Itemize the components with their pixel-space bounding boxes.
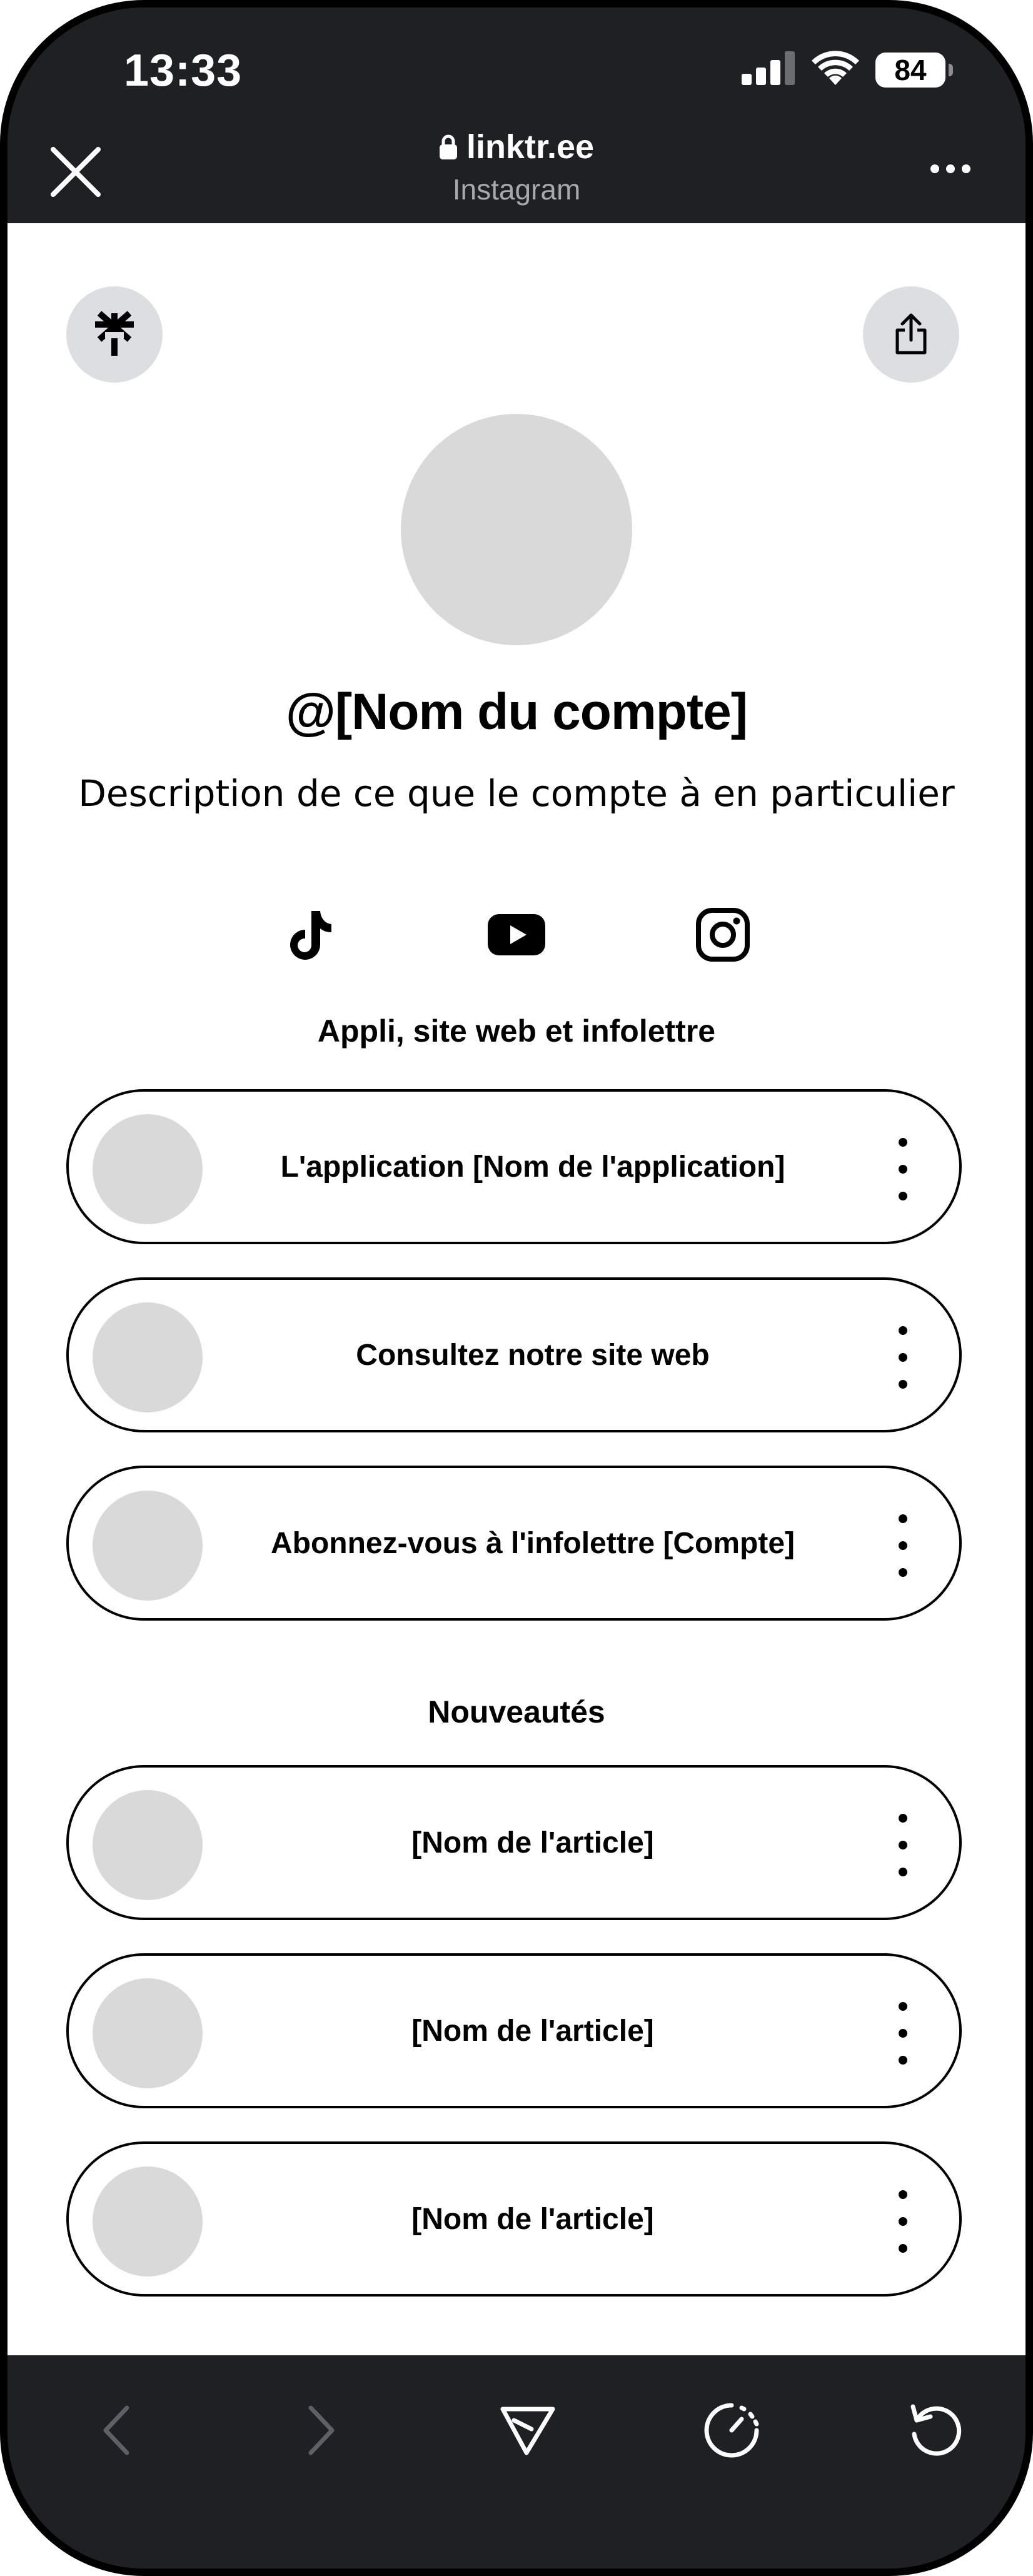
- link-label: L'application [Nom de l'application]: [280, 1150, 785, 1184]
- profile-name: @[Nom du compte]: [285, 683, 748, 740]
- link-options-button[interactable]: [890, 2002, 915, 2065]
- link-label: Abonnez-vous à l'infolettre [Compte]: [270, 1526, 795, 1560]
- close-button[interactable]: [48, 144, 104, 200]
- instagram-icon: [696, 908, 750, 962]
- link-thumbnail: [93, 1491, 203, 1601]
- status-time: 13:33: [124, 46, 243, 96]
- youtube-link[interactable]: [460, 878, 573, 991]
- link-label: [Nom de l'article]: [411, 2014, 654, 2048]
- url-domain: linktr.ee: [466, 128, 595, 166]
- lock-icon: [439, 134, 458, 159]
- close-icon: [49, 146, 102, 198]
- more-options-button[interactable]: [925, 156, 975, 181]
- send-button[interactable]: [490, 2393, 565, 2468]
- linktree-page: [8, 223, 1025, 2355]
- back-button[interactable]: [79, 2393, 154, 2468]
- forward-button[interactable]: [284, 2393, 359, 2468]
- tiktok-icon: [286, 908, 334, 961]
- link-thumbnail: [93, 1302, 203, 1412]
- speed-button[interactable]: [694, 2393, 769, 2468]
- linktree-logo-button[interactable]: [66, 286, 163, 383]
- link-options-button[interactable]: [890, 1326, 915, 1389]
- battery-indicator: 84: [875, 53, 945, 88]
- link-button-article-2[interactable]: [66, 1953, 962, 2108]
- link-label: [Nom de l'article]: [411, 1826, 654, 1859]
- url-display[interactable]: [266, 128, 767, 206]
- gauge-icon: [703, 2402, 760, 2459]
- paper-plane-icon: [499, 2404, 557, 2457]
- chevron-left-icon: [101, 2404, 132, 2457]
- profile-description: Description de ce que le compte à en particulier: [78, 772, 955, 815]
- link-thumbnail: [93, 1978, 203, 2088]
- share-button[interactable]: [863, 286, 959, 383]
- link-button-app[interactable]: [66, 1089, 962, 1244]
- linktree-asterisk-icon: [93, 311, 136, 358]
- link-thumbnail: [93, 1790, 203, 1900]
- wifi-icon: [812, 50, 859, 89]
- chevron-right-icon: [306, 2404, 337, 2457]
- link-button-website[interactable]: [66, 1277, 962, 1432]
- link-button-newsletter[interactable]: [66, 1466, 962, 1621]
- youtube-icon: [488, 914, 545, 955]
- link-options-button[interactable]: [890, 1138, 915, 1200]
- link-options-button[interactable]: [890, 1814, 915, 1876]
- more-horizontal-icon: [930, 164, 971, 174]
- section-title-news: Nouveautés: [428, 1694, 605, 1729]
- link-button-article-1[interactable]: [66, 1765, 962, 1920]
- link-thumbnail: [93, 2166, 203, 2277]
- tiktok-link[interactable]: [254, 878, 366, 991]
- share-icon: [892, 313, 930, 356]
- link-button-article-3[interactable]: [66, 2141, 962, 2297]
- section-title-apps: Appli, site web et infolettre: [317, 1014, 716, 1049]
- status-icons: [742, 50, 945, 89]
- link-label: [Nom de l'article]: [411, 2202, 654, 2236]
- browser-top-bar: [8, 8, 1025, 223]
- link-label: Consultez notre site web: [356, 1338, 710, 1372]
- profile-avatar: [401, 414, 632, 645]
- reload-icon: [907, 2402, 964, 2459]
- screen: [8, 8, 1025, 2568]
- signal-icon: [742, 51, 795, 88]
- url-source: Instagram: [452, 173, 581, 206]
- browser-bottom-toolbar: [8, 2355, 1025, 2568]
- reload-button[interactable]: [898, 2393, 973, 2468]
- instagram-link[interactable]: [667, 878, 779, 991]
- link-options-button[interactable]: [890, 1514, 915, 1577]
- link-thumbnail: [93, 1114, 203, 1224]
- link-options-button[interactable]: [890, 2190, 915, 2253]
- social-icons-row: [8, 878, 1025, 991]
